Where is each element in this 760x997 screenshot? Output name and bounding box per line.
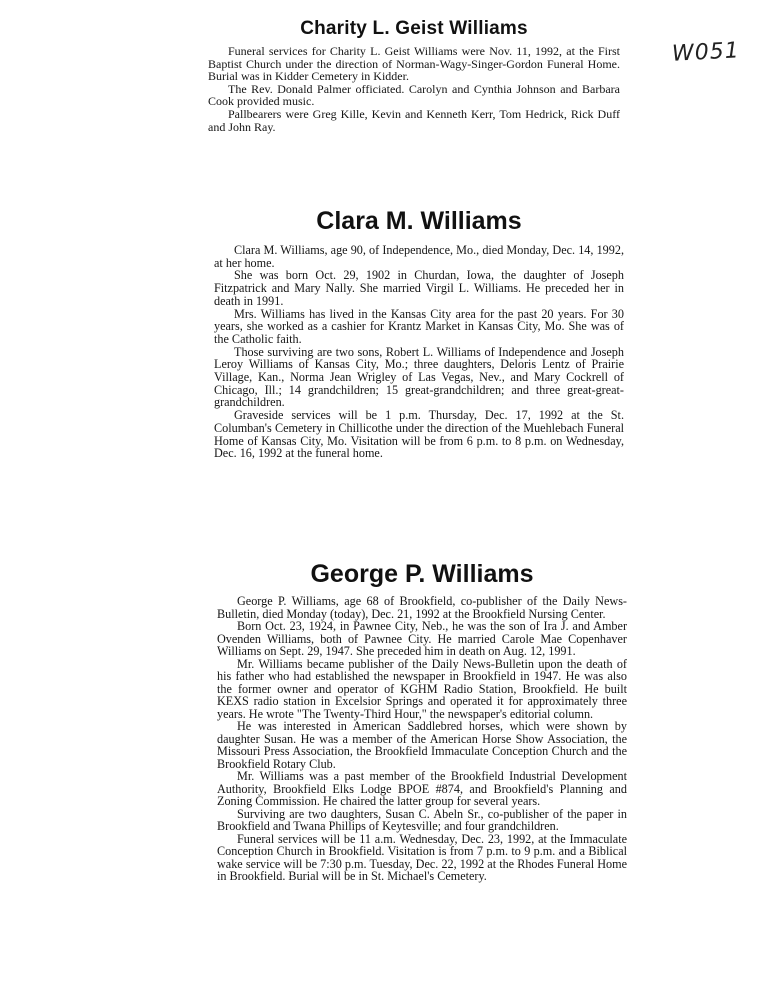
obituary-heading: Charity L. Geist Williams	[300, 18, 528, 39]
obituary-george-williams	[217, 560, 627, 883]
obituary-heading: Clara M. Williams	[316, 207, 522, 235]
obituary-paragraph: George P. Williams, age 68 of Brookfield, co-publisher of the Daily News-Bulletin, died Monday (today), Dec. 21, 1992 at the Brookfield Nursing Center.	[217, 594, 627, 621]
handwritten-annotation: W051	[671, 38, 741, 67]
obituary-paragraph: He was interested in American Saddlebred horses, which were shown by daughter Susan. He was a member of the American Horse Show Association, the Missouri Press Association, the Brookfield Immaculate Conception Church and the Brookfield Rotary Club.	[217, 719, 627, 771]
obituary-heading: George P. Williams	[310, 560, 534, 588]
obituary-clara-williams	[214, 207, 624, 460]
obituary-paragraph: Born Oct. 23, 1924, in Pawnee City, Neb., he was the son of Ira J. and Amber Ovenden Williams, both of Pawnee City. He married Carole Mae Copenhaver Williams on Sept. 29, 1947. She preceded him in death on Aug. 12, 1991.	[217, 619, 627, 658]
obituary-paragraph: The Rev. Donald Palmer officiated. Carolyn and Cynthia Johnson and Barbara Cook provided music.	[208, 81, 620, 109]
obituary-paragraph: Funeral services will be 11 a.m. Wednesday, Dec. 23, 1992, at the Immaculate Conception Church in Brookfield. Visitation is from 7 p.m. to 9 p.m. and a Biblical wake service will be 7:30 p.m. Tuesday, Dec. 22, 1992 at the Rhodes Funeral Home in Brookfield. Burial will be in St. Michael's Cemetery.	[217, 831, 627, 883]
obituary-paragraph: Funeral services for Charity L. Geist Williams were Nov. 11, 1992, at the First Baptist Church under the direction of Norman-Wagy-Singer-Gordon Funeral Home. Burial was in Kidder Cemetery in Kidder.	[208, 44, 620, 84]
obituary-paragraph: Mr. Williams was a past member of the Brookfield Industrial Development Authority, Brookfield Elks Lodge BPOE #874, and Brookfield's Planning and Zoning Commission. He chaired the latter group for several years.	[217, 769, 627, 808]
obituary-paragraph: Pallbearers were Greg Kille, Kevin and Kenneth Kerr, Tom Hedrick, Rick Duff and John Ray.	[208, 106, 620, 134]
obituary-paragraph: Those surviving are two sons, Robert L. Williams of Independence and Joseph Leroy Williams of Kansas City, Mo.; three daughters, Deloris Lentz of Prairie Village, Kan., Norma Jean Wrigley of Las Vegas, Nev., and Mary Cockrell of Chicago, Ill.; 14 grandchildren; 15 great-grandchildren; and three great-great-grandchildren.	[214, 344, 624, 410]
obituary-paragraph: Graveside services will be 1 p.m. Thursday, Dec. 17, 1992 at the St. Columban's Cemetery in Chillicothe under the direction of the Muehlebach Funeral Home of Kansas City, Mo. Visitation will be from 6 p.m. to 8 p.m. on Wednesday, Dec. 16, 1992 at the funeral home.	[214, 408, 624, 461]
obituary-paragraph: Mr. Williams became publisher of the Daily News-Bulletin upon the death of his father who had established the newspaper in Brookfield in 1947. He was also the former owner and operator of KGHM Radio Station, Brookfield. He built KEXS radio station in Excelsior Springs and operated it for approximately three years. He wrote "The Twenty-Third Hour," the newspaper's editorial column.	[217, 656, 627, 721]
obituary-paragraph: Mrs. Williams has lived in the Kansas City area for the past 20 years. For 30 years, she worked as a cashier for Krantz Market in Kansas City, Mo. She was of the Catholic faith.	[214, 306, 624, 346]
obituary-charity-williams	[208, 18, 620, 133]
obituary-paragraph: Surviving are two daughters, Susan C. Abeln Sr., co-publisher of the paper in Brookfield and Twana Phillips of Keytesville; and four grandchildren.	[217, 806, 627, 833]
obituary-paragraph: She was born Oct. 29, 1902 in Churdan, Iowa, the daughter of Joseph Fitzpatrick and Mary Nally. She married Virgil L. Williams. He preceded her in death in 1991.	[214, 268, 624, 308]
obituary-paragraph: Clara M. Williams, age 90, of Independence, Mo., died Monday, Dec. 14, 1992, at her home.	[214, 243, 624, 270]
